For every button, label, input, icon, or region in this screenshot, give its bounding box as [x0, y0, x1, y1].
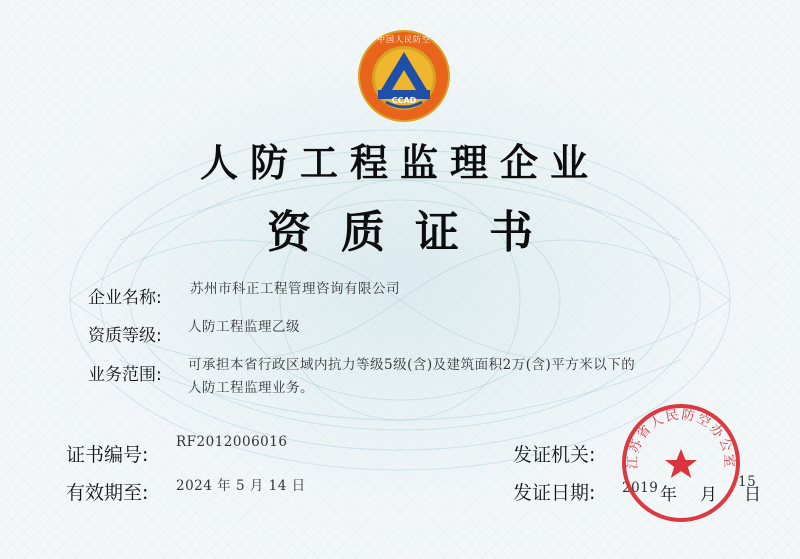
- grade-label: 资质等级:: [88, 326, 162, 346]
- company-value: 苏州市科正工程管理咨询有限公司: [190, 281, 400, 297]
- issue-date-year: 2019: [622, 480, 659, 496]
- cert-no-label: 证书编号:: [66, 444, 149, 466]
- certificate-title: 人防工程监理企业: [199, 141, 600, 185]
- valid-until-label: 有效期至:: [66, 482, 149, 504]
- grade-value: 人防工程监理乙级: [188, 319, 300, 335]
- emblem-top-text: 中国人民防空: [377, 35, 431, 44]
- company-label: 企业名称:: [88, 288, 162, 308]
- scope-line-1: 可承担本省行政区域内抗力等级5级(含)及建筑面积2万(含)平方米以下的: [188, 357, 636, 373]
- cert-no-value: RF2012006016: [176, 434, 288, 450]
- seal-text: 江苏省人民防空办公室: [625, 407, 737, 470]
- emblem-bottom-text: CCAD: [391, 96, 417, 105]
- official-seal-icon: [620, 402, 742, 524]
- issuer-label: 发证机关:: [513, 444, 596, 466]
- issue-date-label: 发证日期:: [513, 482, 596, 504]
- scope-line-2: 人防工程监理业务。: [188, 380, 314, 396]
- valid-until-value: 2024 年 5 月 14 日: [176, 478, 306, 494]
- issue-date-day-unit: 日: [744, 485, 761, 505]
- issue-date-year-unit: 年: [660, 485, 677, 505]
- issue-date-day: 15: [738, 474, 757, 490]
- certificate-subtitle: 资质证书: [267, 207, 563, 258]
- scope-label: 业务范围:: [88, 365, 162, 385]
- issue-date-month-unit: 月: [700, 485, 717, 505]
